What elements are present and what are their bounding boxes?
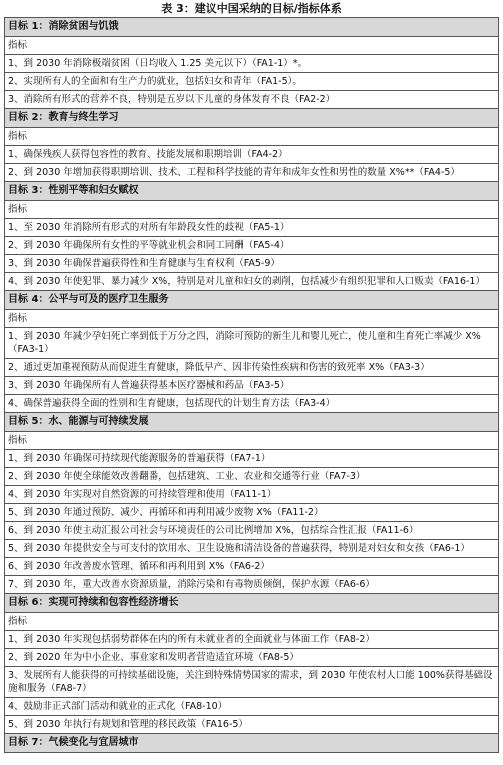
indicator-row: 2、到 2020 年为中小企业、事业家和发明者营造适宜环境（FA8-5） [5,649,498,667]
indicator-row: 1、至 2030 年消除所有形式的对所有年龄段女性的歧视（FA5-1） [5,219,498,237]
indicator-label: 指标 [5,310,498,328]
indicator-row: 6、到 2030 年改善废水管理、循环和再利用到 X%（FA6-2） [5,558,498,576]
goal-header: 目标 3：性别平等和妇女赋权 [5,182,498,201]
indicator-row: 6、到 2030 年使主动汇报公司社会与环境责任的公司比例增加 X%，包括综合性汇报（FA11-6） [5,522,498,540]
indicator-row: 1、到 2030 年减少孕妇死亡率到低于万分之四，消除可预防的新生儿和婴儿死亡，使儿童和生育死亡率减少 X%（FA3-1） [5,328,498,359]
indicator-row: 4、确保普遍获得全面的性别和生育健康，包括现代的计划生育方法（FA3-4） [5,395,498,413]
goal-header: 目标 6：实现可持续和包容性经济增长 [5,594,498,613]
indicator-row: 2、到 2030 年使全球能效改善翻番，包括建筑、工业、农业和交通等行业（FA7-3） [5,468,498,486]
goal-header: 目标 7：气候变化与宜居城市 [5,734,498,753]
indicator-row: 1、到 2030 年消除极端贫困（日均收入 1.25 美元以下）（FA1-1）*。 [5,55,498,73]
indicator-row: 3、发展所有人能获得的可持续基础设施，关注到特殊情势国家的需求，到 2030 年使农村人口能 100%获得基础设施和服务（FA8-7） [5,667,498,698]
indicator-row: 2、到 2030 年确保所有女性的平等就业机会和同工同酬（FA5-4） [5,237,498,255]
indicator-row: 5、到 2030 年提供安全与可支付的饮用水、卫生设施和清洁设备的普遍获得，特别是对妇女和女孩（FA6-1） [5,540,498,558]
indicator-label: 指标 [5,128,498,146]
indicator-row: 2、到 2030 年增加获得职期培训、技术、工程和科学技能的青年和成年女性和男性的数量 X%**（FA4-5） [5,164,498,182]
indicator-row: 1、确保残疾人获得包容性的教育、技能发展和职期培训（FA4-2） [5,146,498,164]
indicator-label: 指标 [5,201,498,219]
goal-header: 目标 1：消除贫困与饥饿 [5,18,498,37]
indicator-row: 4、到 2030 年实现对自然资源的可持续管理和使用（FA11-1） [5,486,498,504]
indicator-row: 1、到 2030 年实现包括弱势群体在内的所有未就业者的全面就业与体面工作（FA8-2） [5,631,498,649]
indicator-label: 指标 [5,613,498,631]
indicator-row: 2、实现所有人的全面和有生产力的就业，包括妇女和青年（FA1-5）。 [5,73,498,91]
indicator-label: 指标 [5,37,498,55]
indicator-row: 3、消除所有形式的营养不良，特别是五岁以下儿童的身体发育不良（FA2-2） [5,91,498,109]
indicator-row: 2、通过更加重视预防从而促进生育健康，降低早产、因非传染性疾病和伤害的致死率 X%（FA3-3） [5,359,498,377]
indicator-row: 4、到 2030 年使犯罪、暴力减少 X%，特别是对儿童和妇女的剥削，包括减少有组织犯罪和人口贩卖（FA16-1） [5,273,498,291]
indicator-row: 5、到 2030 年通过预防、减少、再循环和再利用减少废物 X%（FA11-2） [5,504,498,522]
goal-header: 目标 2：教育与终生学习 [5,109,498,128]
goal-header: 目标 5：水、能源与可持续发展 [5,413,498,432]
goal-header: 目标 4：公平与可及的医疗卫生服务 [5,291,498,310]
indicator-row: 3、到 2030 年确保普遍获得性和生育健康与生育权利（FA5-9） [5,255,498,273]
table-caption: 表 3：建议中国采纳的目标/指标体系 [161,2,342,15]
goals-table [4,17,499,753]
indicator-row: 7、到 2030 年，重大改善水资源质量，消除污染和有毒物质倾倒，保护水源（FA6-6） [5,576,498,594]
indicator-row: 1、到 2030 年确保可持续现代能源服务的普遍获得（FA7-1） [5,450,498,468]
indicator-row: 3、到 2030 年确保所有人普遍获得基本医疗器械和药品（FA3-5） [5,377,498,395]
indicator-label: 指标 [5,432,498,450]
indicator-row: 4、鼓励非正式部门活动和就业的正式化（FA8-10） [5,698,498,716]
indicator-row: 5、到 2030 年执行有规划和管理的移民政策（FA16-5） [5,716,498,734]
